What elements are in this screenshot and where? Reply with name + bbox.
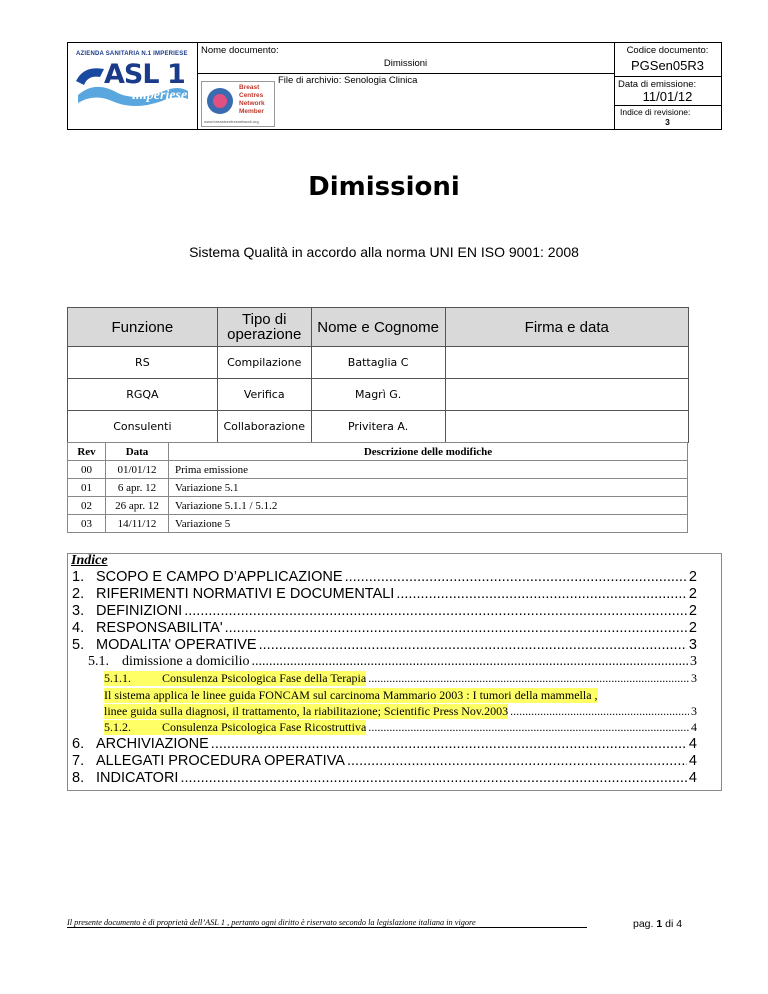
cell-desc: Variazione 5 (169, 515, 688, 533)
toc-num: 5. (72, 637, 85, 653)
col-tipo: Tipo di operazione (217, 308, 311, 347)
cell-funzione: Consulenti (68, 411, 218, 443)
breast-centres-badge (201, 81, 275, 127)
toc-text: dimissione a domicilio (122, 654, 250, 669)
toc-num: 2. (72, 586, 85, 602)
logo-main-text: ASL 1 (104, 59, 185, 90)
badge-line-2: Centres (239, 92, 264, 99)
toc-item[interactable] (72, 637, 697, 653)
toc-num: 6. (72, 736, 85, 752)
revision-value: 3 (665, 117, 670, 127)
toc-page: 4 (688, 736, 697, 752)
doc-name-label: Nome documento: (201, 45, 279, 56)
toc-item[interactable] (104, 720, 697, 735)
toc-item[interactable] (72, 569, 697, 585)
toc-item[interactable] (104, 671, 697, 686)
toc-text: Il sistema applica le linee guida FONCAM sul carcinoma Mammario 2003 : I tumori della mammella , (104, 688, 598, 702)
table-row (68, 411, 689, 443)
col-firma: Firma e data (445, 308, 688, 347)
toc-num: 5.1.1. (104, 671, 162, 686)
revision-label: Indice di revisione: (620, 107, 691, 117)
cell-tipo: Collaborazione (217, 411, 311, 443)
cell-rev: 00 (68, 461, 106, 479)
footer-divider (67, 927, 587, 928)
col-data: Data (106, 443, 169, 461)
table-row (68, 479, 688, 497)
col-nome: Nome e Cognome (311, 308, 445, 347)
cell-nome: Magrì G. (311, 379, 445, 411)
toc-item[interactable] (72, 603, 697, 619)
toc-page: 3 (691, 671, 697, 685)
toc-item[interactable] (72, 753, 697, 769)
revision-table (67, 442, 688, 533)
code-label: Codice documento: (626, 45, 709, 56)
toc-page: 4 (691, 720, 697, 734)
page-number (633, 918, 682, 930)
issue-label: Data di emissione: (618, 79, 697, 90)
cell-data: 14/11/12 (106, 515, 169, 533)
toc-item[interactable] (88, 654, 697, 670)
cell-data: 01/01/12 (106, 461, 169, 479)
toc-num: 3. (72, 603, 85, 619)
col-rev: Rev (68, 443, 106, 461)
table-row (68, 379, 689, 411)
cell-funzione: RS (68, 347, 218, 379)
doc-name-value: Dimissioni (383, 58, 428, 69)
toc-item[interactable] (72, 620, 697, 636)
toc-page: 2 (688, 586, 697, 602)
cell-tipo: Verifica (217, 379, 311, 411)
document-code: PGSen05R3 (631, 58, 704, 73)
cell-rev: 02 (68, 497, 106, 515)
toc-num: 8. (72, 770, 85, 786)
cell-funzione: RGQA (68, 379, 218, 411)
archive-file: File di archivio: Senologia Clinica (278, 75, 418, 86)
badge-url: www.breastcentresnetwork.org (204, 119, 259, 124)
table-row (68, 347, 689, 379)
toc-text: ARCHIVIAZIONE (96, 736, 209, 752)
toc-num: 5.1.2. (104, 720, 162, 735)
cell-nome: Battaglia C (311, 347, 445, 379)
toc-text: RESPONSABILITA' (96, 620, 223, 636)
toc-num: 1. (72, 569, 85, 585)
toc-item[interactable] (72, 770, 697, 786)
toc-num: 7. (72, 753, 85, 769)
logo-sub-text: imperiese (132, 88, 188, 103)
toc-item[interactable] (72, 586, 697, 602)
toc-text: SCOPO E CAMPO D’APPLICAZIONE (96, 569, 343, 585)
page-prefix: pag. (633, 918, 654, 930)
cell-desc: Variazione 5.1 (169, 479, 688, 497)
toc-page: 2 (688, 569, 697, 585)
toc-text: MODALITA’ OPERATIVE (96, 637, 257, 653)
toc-text: DEFINIZIONI (96, 603, 183, 619)
toc-text: Consulenza Psicologica Fase della Terapia (162, 671, 367, 685)
cell-data: 26 apr. 12 (106, 497, 169, 515)
page-title: Dimissioni (308, 172, 460, 202)
toc-page: 3 (690, 654, 697, 669)
page-current: 1 (656, 918, 663, 930)
page-subtitle: Sistema Qualità in accordo alla norma UNI EN ISO 9001: 2008 (189, 244, 579, 260)
toc-num: 5.1. (88, 654, 109, 669)
cell-nome: Privitera A. (311, 411, 445, 443)
badge-line-3: Network (239, 100, 265, 107)
cell-rev: 01 (68, 479, 106, 497)
table-row (68, 497, 688, 515)
toc-page: 2 (688, 620, 697, 636)
toc-page: 3 (688, 637, 697, 653)
cell-firma (445, 379, 688, 411)
toc-page: 3 (691, 704, 697, 718)
cell-desc: Variazione 5.1.1 / 5.1.2 (169, 497, 688, 515)
toc-page: 4 (688, 753, 697, 769)
badge-line-1: Breast (239, 84, 260, 91)
document-header (67, 42, 722, 130)
issue-date: 11/01/12 (642, 89, 693, 104)
table-row (68, 515, 688, 533)
approval-table (67, 307, 689, 443)
col-funzione: Funzione (68, 308, 218, 347)
page-total: 4 (676, 918, 683, 930)
cell-desc: Prima emissione (169, 461, 688, 479)
toc-num: 4. (72, 620, 85, 636)
toc-text: ALLEGATI PROCEDURA OPERATIVA (96, 753, 345, 769)
toc-text: RIFERIMENTI NORMATIVI E DOCUMENTALI (96, 586, 395, 602)
cell-tipo: Compilazione (217, 347, 311, 379)
page-of: di (665, 918, 674, 930)
col-descrizione: Descrizione delle modifiche (169, 443, 688, 461)
asl-logo (74, 51, 192, 109)
badge-line-4: Member (239, 108, 264, 115)
toc-item[interactable] (72, 736, 697, 752)
cell-rev: 03 (68, 515, 106, 533)
toc-item[interactable] (104, 688, 697, 703)
cell-firma (445, 411, 688, 443)
logo-org-text: AZIENDA SANITARIA N.1 IMPERIESE (76, 51, 188, 57)
cell-data: 6 apr. 12 (106, 479, 169, 497)
toc-text: INDICATORI (96, 770, 179, 786)
index-title: Indice (71, 553, 108, 568)
footer-notice: Il presente documento è di proprietà dell’ASL 1 , pertanto ogni diritto è riservato secondo la legislazione italiana in vigore (67, 918, 476, 927)
toc-page: 4 (688, 770, 697, 786)
toc-page: 2 (688, 603, 697, 619)
cell-firma (445, 347, 688, 379)
table-row (68, 461, 688, 479)
toc-item[interactable] (104, 704, 697, 719)
toc-text: linee guida sulla diagnosi, il trattamento, la riabilitazione; Scientific Press Nov.2003 (104, 704, 509, 718)
toc-text: Consulenza Psicologica Fase Ricostruttiva (162, 720, 367, 734)
